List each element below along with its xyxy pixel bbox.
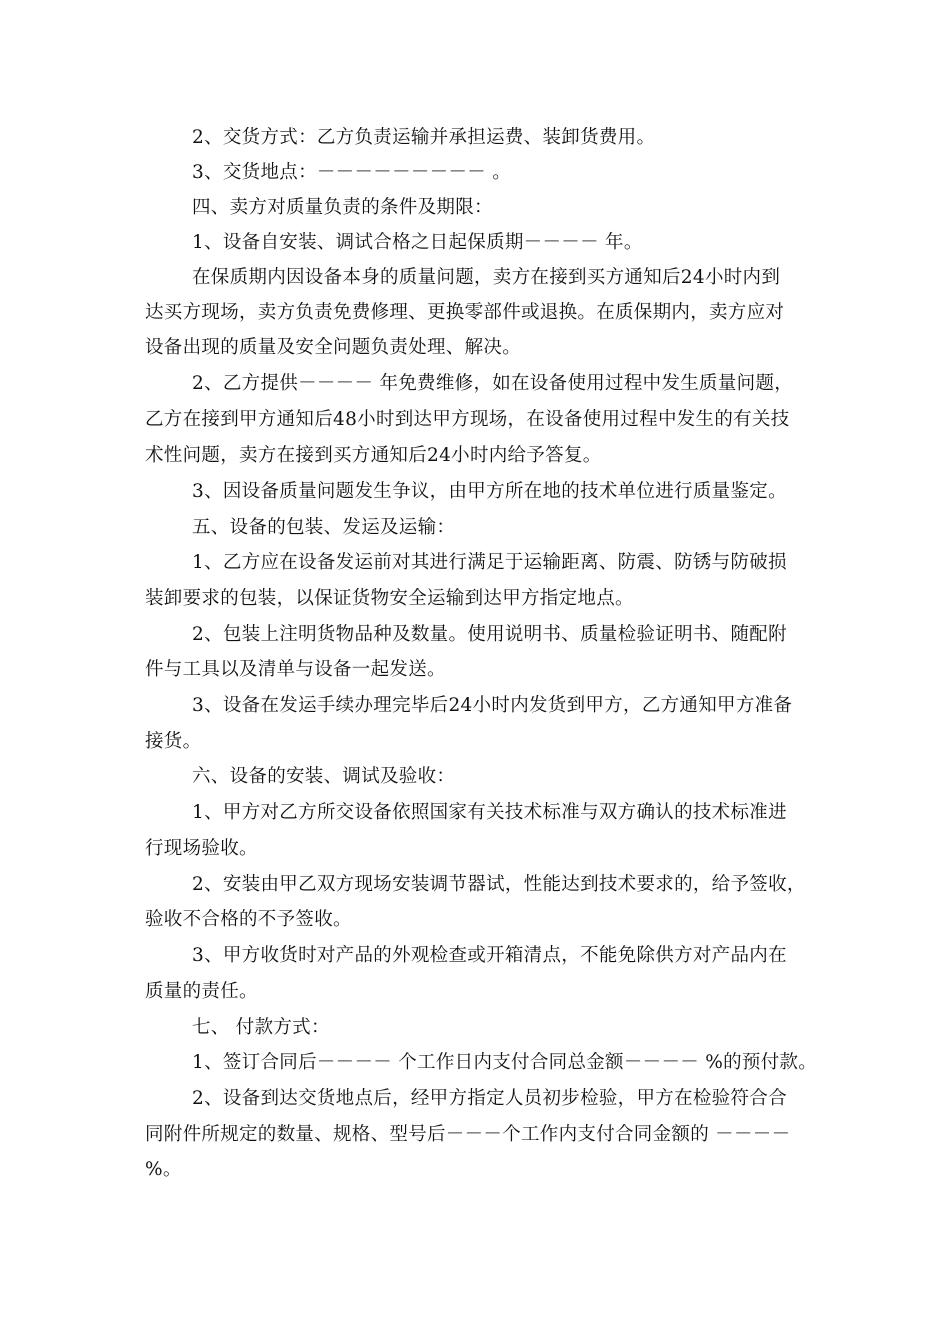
section-heading: 五、设备的包装、发运及运输： xyxy=(192,517,456,538)
paragraph-line: 3、设备在发运手续办理完毕后24小时内发货到甲方，乙方通知甲方准备 xyxy=(192,695,793,716)
paragraph-line: 质量的责任。 xyxy=(145,981,258,1002)
paragraph-line: 3、甲方收货时对产品的外观检查或开箱清点，不能免除供方对产品内在 xyxy=(192,945,787,966)
paragraph-line: 接货。 xyxy=(145,731,202,752)
paragraph-line: 1、设备自安装、调试合格之日起保质期－－－－ 年。 xyxy=(192,232,643,253)
paragraph-line: 达买方现场，卖方负责免费修理、更换零部件或退换。在质保期内，卖方应对 xyxy=(145,302,785,323)
paragraph-line: 行现场验收。 xyxy=(145,838,258,859)
paragraph-line: 1、甲方对乙方所交设备依照国家有关技术标准与双方确认的技术标准进 xyxy=(192,802,787,823)
paragraph-line: 1、乙方应在设备发运前对其进行满足于运输距离、防震、防锈与防破损 xyxy=(192,552,787,573)
paragraph-line: 2、设备到达交货地点后，经甲方指定人员初步检验，甲方在检验符合合 xyxy=(192,1088,787,1109)
paragraph-line: 术性问题，卖方在接到买方通知后24小时内给予答复。 xyxy=(145,445,602,466)
paragraph-line: %。 xyxy=(145,1159,182,1180)
section-heading: 四、卖方对质量负责的条件及期限： xyxy=(192,197,493,218)
paragraph-line: 1、签订合同后－－－－ 个工作日内支付合同总金额－－－－ %的预付款。 xyxy=(192,1052,818,1073)
paragraph-line: 在保质期内因设备本身的质量问题，卖方在接到买方通知后24小时内到 xyxy=(192,267,781,288)
section-heading: 七、 付款方式： xyxy=(192,1017,330,1038)
paragraph-line: 乙方在接到甲方通知后48小时到达甲方现场，在设备使用过程中发生的有关技 xyxy=(145,409,790,430)
paragraph-line: 2、交货方式：乙方负责运输并承担运费、装卸货费用。 xyxy=(192,127,656,148)
paragraph-line: 件与工具以及清单与设备一起发送。 xyxy=(145,659,446,680)
paragraph-line: 2、乙方提供－－－－ 年免费维修，如在设备使用过程中发生质量问题， xyxy=(192,373,794,394)
paragraph-line: 设备出现的质量及安全问题负责处理、解决。 xyxy=(145,337,522,358)
section-heading: 六、设备的安装、调试及验收： xyxy=(192,766,456,787)
paragraph-line: 2、包装上注明货物品种及数量。使用说明书、质量检验证明书、随配附 xyxy=(192,624,787,645)
paragraph-line: 2、安装由甲乙双方现场安装调节器试，性能达到技术要求的，给予签收， xyxy=(192,874,806,895)
paragraph-line: 3、因设备质量问题发生争议，由甲方所在地的技术单位进行质量鉴定。 xyxy=(192,481,787,502)
paragraph-line: 装卸要求的包装，以保证货物安全运输到达甲方指定地点。 xyxy=(145,588,634,609)
paragraph-line: 同附件所规定的数量、规格、型号后－－－个工作内支付合同金额的 －－－－ xyxy=(145,1124,791,1145)
paragraph-line: 验收不合格的不予签收。 xyxy=(145,909,352,930)
paragraph-line: 3、交货地点：－－－－－－－－－ 。 xyxy=(192,162,512,183)
